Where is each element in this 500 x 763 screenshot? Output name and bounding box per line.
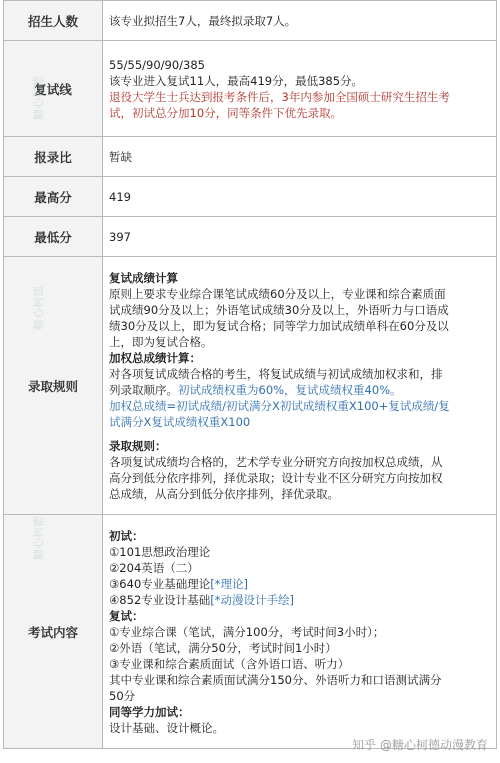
row-exam xyxy=(4,515,497,749)
veteran-note-2: 试，初试总分加10分，同等条件下优先录取。 xyxy=(109,105,343,120)
exam-heading-retest: 复试： xyxy=(109,608,144,623)
score-line: 55/55/90/90/385 xyxy=(109,57,205,72)
exam-heading-initial: 初试： xyxy=(109,528,144,543)
label-highest: 最高分 xyxy=(4,177,103,217)
exam-subject-tag: [*动漫设计手绘] xyxy=(210,592,294,607)
label-ratio: 报录比 xyxy=(4,137,103,177)
exam-retest-item: ③专业课和综合素质面试（含外语口语、听力） xyxy=(109,656,350,671)
exam-retest-note: 其中专业课和综合素质面试满分150分、外语听力和口语测试满分 xyxy=(109,672,442,687)
exam-subject-tag: [*理论] xyxy=(210,576,248,591)
rules-heading-1: 复试成绩计算 xyxy=(109,270,178,285)
row-ratio xyxy=(4,137,497,177)
value-enroll: 该专业拟招生7人，最终拟录取7人。 xyxy=(103,1,497,41)
exam-subject xyxy=(109,592,490,608)
watermark: 糖心柯德 xyxy=(32,76,45,120)
exam-retest-item: ②外语（笔试，满分50分，考试时间1小时） xyxy=(109,640,337,655)
row-retest-line xyxy=(4,41,497,137)
rules-weight-note: 初试成绩权重为60%，复试成绩权重40%。 xyxy=(178,382,402,397)
rules-p2-line xyxy=(109,382,490,398)
value-exam xyxy=(103,515,497,749)
rules-p1-line: 上，即为复试合格。 xyxy=(109,334,213,349)
exam-subject: ①101思想政治理论 xyxy=(109,544,211,559)
label-exam: 考试内容 xyxy=(4,515,103,749)
rules-p1-line: 原则上要求专业综合课笔试成绩60分及以上，专业课和综合素质面 xyxy=(109,286,446,301)
row-enroll xyxy=(4,1,497,41)
exam-retest-note: 50分 xyxy=(109,688,136,703)
watermark: 糖心柯德 xyxy=(32,516,45,560)
retest-stats: 该专业进入复试11人，最高419分，最低385分。 xyxy=(109,73,364,88)
value-retest-line xyxy=(103,41,497,137)
exam-retest-item: ①专业综合课（笔试，满分100分，考试时间3小时）； xyxy=(109,624,385,639)
value-ratio: 暂缺 xyxy=(103,137,497,177)
rules-heading-3: 录取规则： xyxy=(109,438,167,453)
footer-watermark: 知乎 @糖心柯德动漫教育 xyxy=(352,738,488,752)
info-table xyxy=(3,0,497,749)
rules-p1-line: 绩30分及以上，即为复试合格；同等学力加试成绩单科在60分及以 xyxy=(109,318,449,333)
watermark: 糖心柯德 xyxy=(32,286,45,330)
veteran-note-1: 退役大学生士兵达到报考条件后，3年内参加全国硕士研究生招生考 xyxy=(109,89,450,104)
label-enroll: 招生人数 xyxy=(4,1,103,41)
rules-p4-line: 总成绩，从高分到低分依序排列，择优录取。 xyxy=(109,486,339,501)
row-lowest xyxy=(4,217,497,257)
rules-p2-line: 对各项复试成绩合格的考生，将复试成绩与初试成绩加权求和，排 xyxy=(109,366,443,381)
rules-p4-line: 各项复试成绩均合格的，艺术学专业分研究方向按加权总成绩，从 xyxy=(109,454,443,469)
rules-p2-tail: 列录取顺序。 xyxy=(109,382,178,397)
row-highest xyxy=(4,177,497,217)
label-lowest: 最低分 xyxy=(4,217,103,257)
exam-subject: ②204英语（二） xyxy=(109,560,199,575)
rules-p1-line: 试成绩90分及以上；外语笔试成绩30分及以上，外语听力与口语成 xyxy=(109,302,449,317)
rules-gap xyxy=(109,430,490,438)
row-rules xyxy=(4,257,497,515)
rules-formula-line: 试满分X复试成绩权重X100 xyxy=(109,414,251,429)
label-rules: 录取规则 xyxy=(4,257,103,515)
exam-heading-equivalent: 同等学力加试： xyxy=(109,704,190,719)
exam-subject xyxy=(109,576,490,592)
value-highest: 419 xyxy=(103,177,497,217)
value-rules xyxy=(103,257,497,515)
rules-heading-2: 加权总成绩计算： xyxy=(109,350,201,365)
value-lowest: 397 xyxy=(103,217,497,257)
rules-formula-line: 加权总成绩=初试成绩/初试满分X初试成绩权重X100+复试成绩/复 xyxy=(109,398,450,413)
exam-subject-name: ④852专业设计基础 xyxy=(109,592,211,607)
rules-p4-line: 高分到低分依序排列，择优录取；设计专业不区分研究方向按加权 xyxy=(109,470,443,485)
exam-subject-name: ③640专业基础理论 xyxy=(109,576,211,591)
label-retest-line: 复试线 xyxy=(4,41,103,137)
exam-equivalent-subjects: 设计基础、设计概论。 xyxy=(109,720,224,735)
